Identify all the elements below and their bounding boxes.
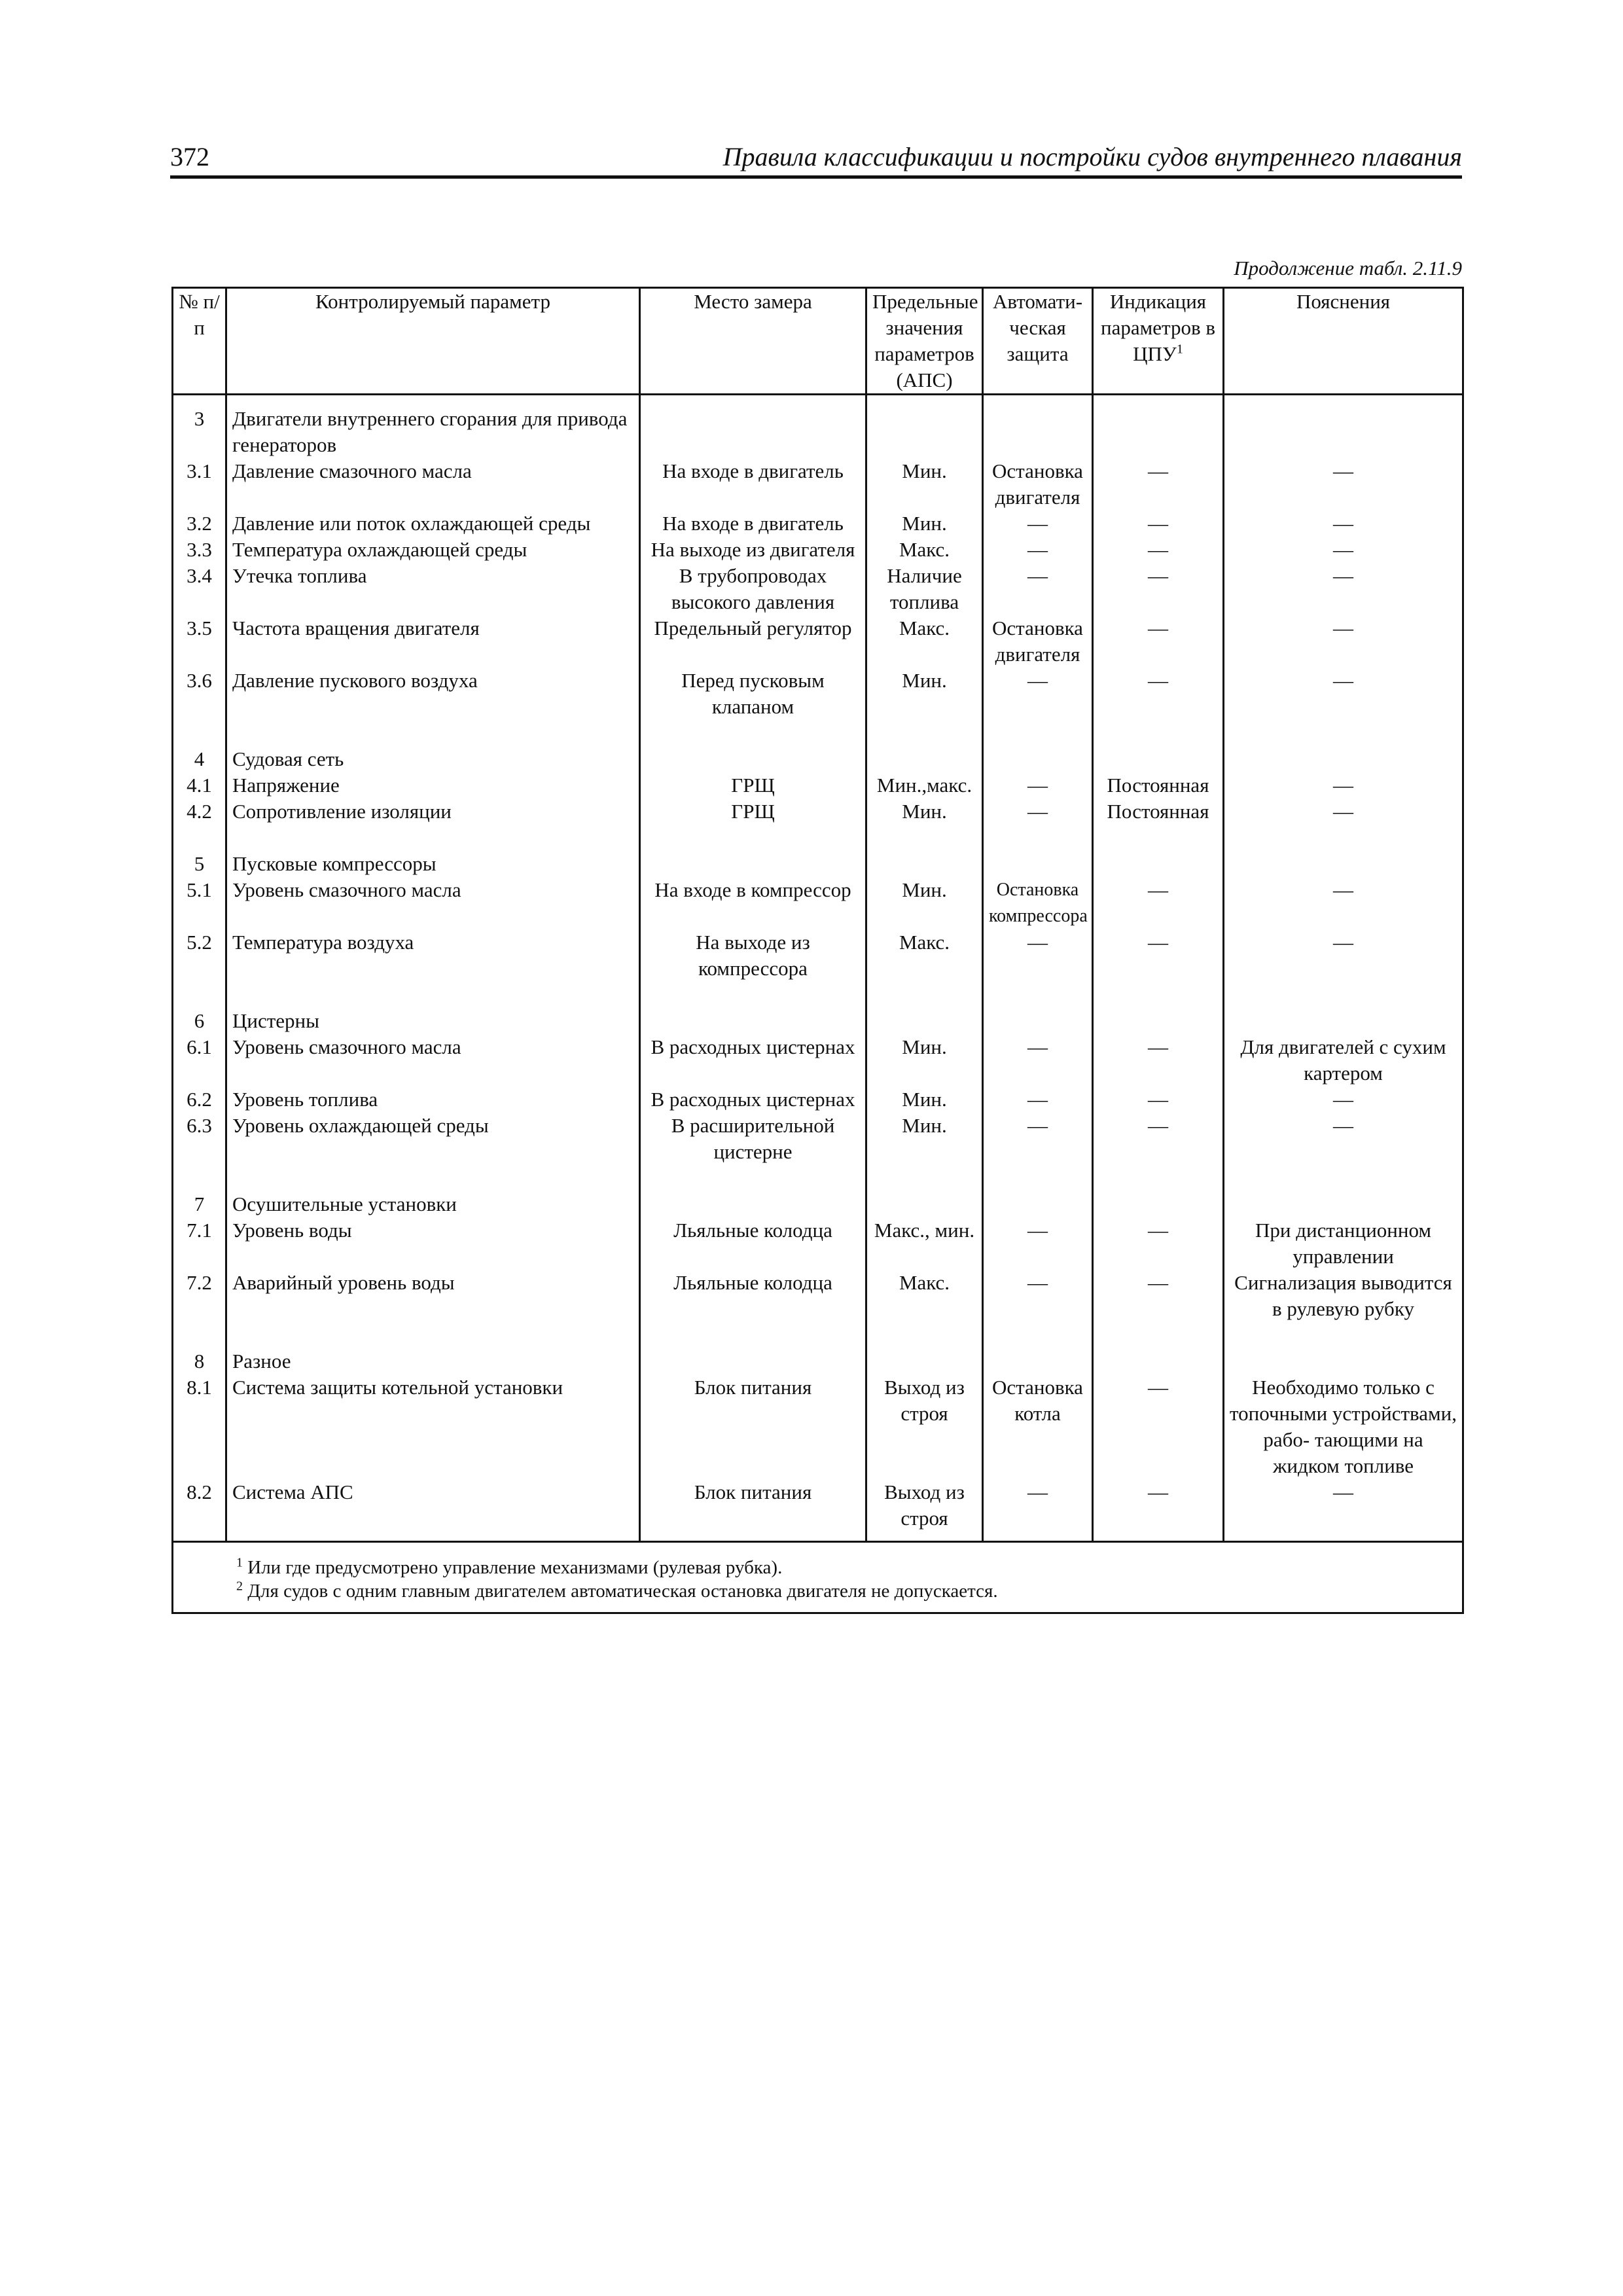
cell-limits: Мин.,макс. bbox=[866, 772, 983, 798]
cell-auto bbox=[983, 1348, 1093, 1374]
row-number: 3.6 bbox=[173, 668, 226, 720]
section-title: Разное bbox=[226, 1348, 640, 1374]
cell-limits: Мин. bbox=[866, 1034, 983, 1086]
table-row bbox=[173, 877, 1463, 929]
cell-auto: — bbox=[983, 563, 1093, 615]
cell-parameter: Уровень воды bbox=[226, 1217, 640, 1270]
cell-auto: — bbox=[983, 929, 1093, 982]
cell-auto bbox=[983, 746, 1093, 772]
section-row bbox=[173, 746, 1463, 772]
cell-notes: — bbox=[1224, 563, 1463, 615]
col-header-indication-text: Индикация параметров в ЦПУ bbox=[1101, 290, 1215, 365]
row-number: 3.1 bbox=[173, 458, 226, 511]
section-row bbox=[173, 1348, 1463, 1374]
cell-notes: Для двигателей с сухим картером bbox=[1224, 1034, 1463, 1086]
cell-limits bbox=[866, 746, 983, 772]
cell-place: На выходе из двигателя bbox=[640, 537, 866, 563]
cell-indication bbox=[1093, 1348, 1224, 1374]
cell-auto: — bbox=[983, 1113, 1093, 1165]
cell-auto bbox=[983, 1008, 1093, 1034]
cell-limits: Мин. bbox=[866, 1086, 983, 1113]
cell-notes: — bbox=[1224, 537, 1463, 563]
table-row bbox=[173, 1113, 1463, 1165]
footnote-text: Для судов с одним главным двигателем автоматическая остановка двигателя не допускается. bbox=[247, 1581, 998, 1602]
row-number: 6 bbox=[173, 1008, 226, 1034]
section-title: Осушительные установки bbox=[226, 1191, 640, 1217]
section-row bbox=[173, 851, 1463, 877]
cell-auto bbox=[983, 395, 1093, 459]
cell-indication: — bbox=[1093, 511, 1224, 537]
cell-limits: Наличие топлива bbox=[866, 563, 983, 615]
table-row bbox=[173, 511, 1463, 537]
table-row bbox=[173, 1034, 1463, 1086]
cell-auto: — bbox=[983, 1479, 1093, 1542]
cell-place: Предельный регулятор bbox=[640, 615, 866, 668]
cell-notes: — bbox=[1224, 511, 1463, 537]
cell-limits bbox=[866, 1191, 983, 1217]
cell-indication: — bbox=[1093, 877, 1224, 929]
cell-indication: — bbox=[1093, 537, 1224, 563]
row-number: 3.4 bbox=[173, 563, 226, 615]
table-continuation-caption: Продолжение табл. 2.11.9 bbox=[1234, 257, 1462, 279]
cell-limits: Выход из строя bbox=[866, 1374, 983, 1479]
cell-notes: При дистанционном управлении bbox=[1224, 1217, 1463, 1270]
cell-auto: Остановка двигателя bbox=[983, 458, 1093, 511]
col-header-indication bbox=[1093, 288, 1224, 395]
footnote-mark: 2 bbox=[236, 1579, 243, 1594]
table-row bbox=[173, 563, 1463, 615]
row-number: 8.1 bbox=[173, 1374, 226, 1479]
row-number: 4.1 bbox=[173, 772, 226, 798]
table-header-row bbox=[173, 288, 1463, 395]
cell-parameter: Давление смазочного масла bbox=[226, 458, 640, 511]
cell-indication: — bbox=[1093, 1374, 1224, 1479]
footnote-mark: 1 bbox=[236, 1555, 243, 1570]
col-header-auto-protection: Автомати- ческая защита bbox=[983, 288, 1093, 395]
table-row bbox=[173, 458, 1463, 511]
section-title: Судовая сеть bbox=[226, 746, 640, 772]
row-number: 4.2 bbox=[173, 798, 226, 825]
section-title: Двигатели внутреннего сгорания для привода генераторов bbox=[226, 395, 640, 459]
cell-indication: — bbox=[1093, 1086, 1224, 1113]
cell-auto bbox=[983, 851, 1093, 877]
cell-limits: Мин. bbox=[866, 1113, 983, 1165]
footnote-2 bbox=[236, 1579, 1462, 1603]
cell-auto: — bbox=[983, 511, 1093, 537]
cell-place bbox=[640, 746, 866, 772]
cell-parameter: Напряжение bbox=[226, 772, 640, 798]
cell-place: На выходе из компрессора bbox=[640, 929, 866, 982]
cell-auto: — bbox=[983, 537, 1093, 563]
cell-limits bbox=[866, 1348, 983, 1374]
page-number: 372 bbox=[170, 142, 209, 171]
col-header-place: Место замера bbox=[640, 288, 866, 395]
cell-limits: Макс., мин. bbox=[866, 1217, 983, 1270]
cell-place bbox=[640, 395, 866, 459]
cell-notes: — bbox=[1224, 615, 1463, 668]
cell-parameter: Температура охлаждающей среды bbox=[226, 537, 640, 563]
table-row bbox=[173, 1086, 1463, 1113]
cell-place: В расходных цистернах bbox=[640, 1086, 866, 1113]
cell-parameter: Утечка топлива bbox=[226, 563, 640, 615]
col-header-limits: Предельные значения параметров (АПС) bbox=[866, 288, 983, 395]
cell-indication: — bbox=[1093, 1217, 1224, 1270]
cell-place: На входе в двигатель bbox=[640, 458, 866, 511]
cell-parameter: Уровень охлаждающей среды bbox=[226, 1113, 640, 1165]
cell-parameter: Частота вращения двигателя bbox=[226, 615, 640, 668]
cell-indication: — bbox=[1093, 1113, 1224, 1165]
cell-auto: Остановка компрессора bbox=[983, 877, 1093, 929]
cell-place: Блок питания bbox=[640, 1374, 866, 1479]
spacer-row bbox=[173, 720, 1463, 746]
cell-notes: Сигнализация выводится в рулевую рубку bbox=[1224, 1270, 1463, 1322]
cell-indication: — bbox=[1093, 1034, 1224, 1086]
section-row bbox=[173, 1008, 1463, 1034]
table-row bbox=[173, 1479, 1463, 1542]
row-number: 3.3 bbox=[173, 537, 226, 563]
section-title: Цистерны bbox=[226, 1008, 640, 1034]
cell-place: В расширительной цистерне bbox=[640, 1113, 866, 1165]
row-number: 8 bbox=[173, 1348, 226, 1374]
cell-place bbox=[640, 851, 866, 877]
cell-place: На входе в двигатель bbox=[640, 511, 866, 537]
cell-notes: — bbox=[1224, 798, 1463, 825]
cell-notes: — bbox=[1224, 1086, 1463, 1113]
spacer-row bbox=[173, 982, 1463, 1008]
table-row bbox=[173, 615, 1463, 668]
footnote-mark: 1 bbox=[1176, 342, 1183, 357]
cell-auto: — bbox=[983, 1270, 1093, 1322]
row-number: 7.1 bbox=[173, 1217, 226, 1270]
cell-parameter: Уровень топлива bbox=[226, 1086, 640, 1113]
cell-limits bbox=[866, 395, 983, 459]
cell-place: Льяльные колодца bbox=[640, 1270, 866, 1322]
cell-limits: Мин. bbox=[866, 798, 983, 825]
cell-parameter: Уровень смазочного масла bbox=[226, 877, 640, 929]
section-row bbox=[173, 395, 1463, 459]
cell-auto: Остановка котла bbox=[983, 1374, 1093, 1479]
cell-indication: — bbox=[1093, 458, 1224, 511]
running-title: Правила классификации и постройки судов внутреннего плавания bbox=[722, 142, 1462, 171]
cell-indication: Постоянная bbox=[1093, 772, 1224, 798]
cell-indication: — bbox=[1093, 668, 1224, 720]
cell-indication bbox=[1093, 1191, 1224, 1217]
cell-parameter: Давление пускового воздуха bbox=[226, 668, 640, 720]
cell-indication: — bbox=[1093, 615, 1224, 668]
row-number: 6.2 bbox=[173, 1086, 226, 1113]
cell-indication: — bbox=[1093, 1270, 1224, 1322]
cell-place: Перед пусковым клапаном bbox=[640, 668, 866, 720]
footnotes-row bbox=[173, 1542, 1463, 1613]
spacer-row bbox=[173, 1165, 1463, 1191]
cell-indication bbox=[1093, 746, 1224, 772]
cell-auto bbox=[983, 1191, 1093, 1217]
row-number: 5.1 bbox=[173, 877, 226, 929]
cell-limits: Выход из строя bbox=[866, 1479, 983, 1542]
cell-notes bbox=[1224, 1191, 1463, 1217]
cell-limits: Мин. bbox=[866, 668, 983, 720]
col-header-parameter: Контролируемый параметр bbox=[226, 288, 640, 395]
cell-notes bbox=[1224, 395, 1463, 459]
cell-notes: — bbox=[1224, 929, 1463, 982]
table-row bbox=[173, 668, 1463, 720]
cell-indication bbox=[1093, 1008, 1224, 1034]
section-title: Пусковые компрессоры bbox=[226, 851, 640, 877]
footnotes bbox=[173, 1542, 1463, 1613]
cell-limits bbox=[866, 851, 983, 877]
table-row bbox=[173, 1374, 1463, 1479]
cell-place: Блок питания bbox=[640, 1479, 866, 1542]
cell-parameter: Давление или поток охлаждающей среды bbox=[226, 511, 640, 537]
row-number: 4 bbox=[173, 746, 226, 772]
cell-parameter: Аварийный уровень воды bbox=[226, 1270, 640, 1322]
spacer-row bbox=[173, 1322, 1463, 1348]
monitoring-parameters-table bbox=[171, 287, 1464, 1614]
cell-place: В трубопроводах высокого давления bbox=[640, 563, 866, 615]
cell-auto: — bbox=[983, 1034, 1093, 1086]
cell-parameter: Система защиты котельной установки bbox=[226, 1374, 640, 1479]
cell-notes bbox=[1224, 1348, 1463, 1374]
cell-limits: Макс. bbox=[866, 929, 983, 982]
cell-auto: — bbox=[983, 668, 1093, 720]
col-header-notes: Пояснения bbox=[1224, 288, 1463, 395]
table-row bbox=[173, 798, 1463, 825]
cell-parameter: Температура воздуха bbox=[226, 929, 640, 982]
cell-parameter: Сопротивление изоляции bbox=[226, 798, 640, 825]
cell-place: Льяльные колодца bbox=[640, 1217, 866, 1270]
table-row bbox=[173, 1217, 1463, 1270]
cell-indication: — bbox=[1093, 1479, 1224, 1542]
row-number: 5 bbox=[173, 851, 226, 877]
cell-indication bbox=[1093, 851, 1224, 877]
cell-parameter: Система АПС bbox=[226, 1479, 640, 1542]
cell-auto: Остановка двигателя bbox=[983, 615, 1093, 668]
cell-indication: — bbox=[1093, 929, 1224, 982]
cell-place: ГРЩ bbox=[640, 772, 866, 798]
row-number: 5.2 bbox=[173, 929, 226, 982]
cell-notes bbox=[1224, 1008, 1463, 1034]
cell-auto: — bbox=[983, 1217, 1093, 1270]
cell-place: ГРЩ bbox=[640, 798, 866, 825]
table-row bbox=[173, 1270, 1463, 1322]
col-header-number: № п/п bbox=[173, 288, 226, 395]
cell-parameter: Уровень смазочного масла bbox=[226, 1034, 640, 1086]
row-number: 3.2 bbox=[173, 511, 226, 537]
cell-notes: — bbox=[1224, 877, 1463, 929]
cell-notes bbox=[1224, 851, 1463, 877]
row-number: 7.2 bbox=[173, 1270, 226, 1322]
footnote-text: Или где предусмотрено управление механизмами (рулевая рубка). bbox=[247, 1557, 783, 1578]
cell-place: В расходных цистернах bbox=[640, 1034, 866, 1086]
cell-limits: Макс. bbox=[866, 1270, 983, 1322]
cell-notes bbox=[1224, 746, 1463, 772]
cell-indication: Постоянная bbox=[1093, 798, 1224, 825]
cell-notes: Необходимо только с топочными устройствами, рабо- тающими на жидком топливе bbox=[1224, 1374, 1463, 1479]
cell-place bbox=[640, 1191, 866, 1217]
cell-notes: — bbox=[1224, 1479, 1463, 1542]
row-number: 7 bbox=[173, 1191, 226, 1217]
cell-limits: Мин. bbox=[866, 458, 983, 511]
cell-auto: — bbox=[983, 798, 1093, 825]
row-number: 3 bbox=[173, 395, 226, 459]
header-rule bbox=[170, 175, 1462, 179]
cell-limits: Мин. bbox=[866, 511, 983, 537]
cell-limits: Макс. bbox=[866, 537, 983, 563]
row-number: 8.2 bbox=[173, 1479, 226, 1542]
cell-limits: Макс. bbox=[866, 615, 983, 668]
cell-notes: — bbox=[1224, 458, 1463, 511]
table-row bbox=[173, 929, 1463, 982]
section-row bbox=[173, 1191, 1463, 1217]
cell-place bbox=[640, 1008, 866, 1034]
cell-auto: — bbox=[983, 1086, 1093, 1113]
cell-notes: — bbox=[1224, 772, 1463, 798]
cell-auto: — bbox=[983, 772, 1093, 798]
table-row bbox=[173, 537, 1463, 563]
cell-limits bbox=[866, 1008, 983, 1034]
cell-indication: — bbox=[1093, 563, 1224, 615]
cell-notes: — bbox=[1224, 1113, 1463, 1165]
cell-notes: — bbox=[1224, 668, 1463, 720]
cell-place bbox=[640, 1348, 866, 1374]
cell-limits: Мин. bbox=[866, 877, 983, 929]
row-number: 6.3 bbox=[173, 1113, 226, 1165]
table-row bbox=[173, 772, 1463, 798]
row-number: 6.1 bbox=[173, 1034, 226, 1086]
footnote-1 bbox=[236, 1556, 1462, 1579]
row-number: 3.5 bbox=[173, 615, 226, 668]
spacer-row bbox=[173, 825, 1463, 851]
cell-place: На входе в компрессор bbox=[640, 877, 866, 929]
cell-indication bbox=[1093, 395, 1224, 459]
